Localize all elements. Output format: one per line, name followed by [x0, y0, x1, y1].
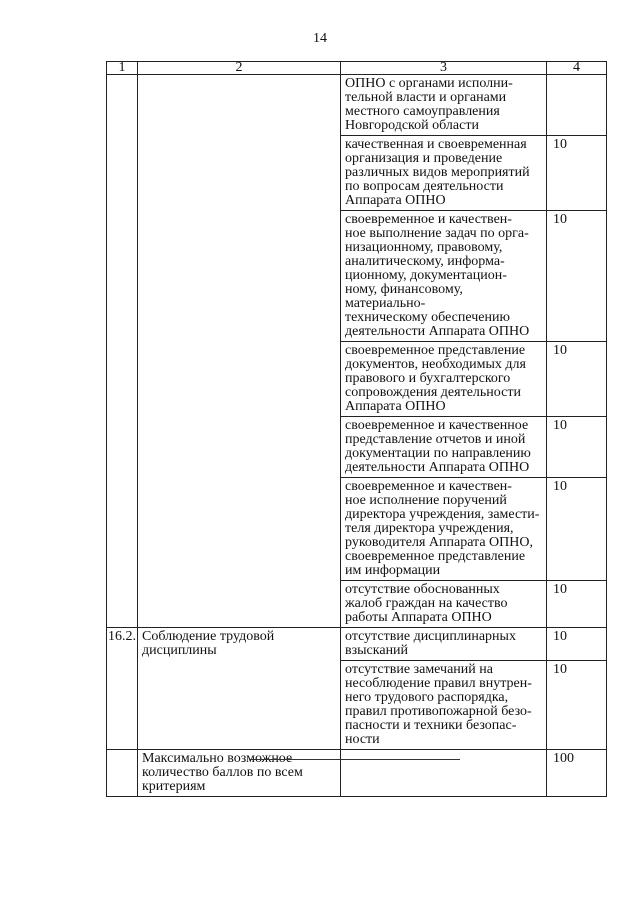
- indicator-cell: ОПНО с органами исполни- тельной власти и органами местного самоуправления Новгородской области: [341, 75, 547, 136]
- score-cell: [547, 75, 607, 136]
- table-row: [107, 628, 607, 661]
- indicator-cell: своевременное представление документов, необходимых для правового и бухгалтерского сопровождения деятельности Аппарата ОПНО: [341, 342, 547, 417]
- criterion-cell: Максимально возможное количество баллов по всем критериям: [138, 750, 341, 797]
- criterion-cell: [138, 75, 341, 628]
- indicator-cell: [341, 750, 547, 797]
- indicator-cell: отсутствие замечаний на несоблюдение правил внутрен- него трудового распорядка, правил противопожарной безо- пасности и техники безопас- ности: [341, 661, 547, 750]
- item-number-cell: [107, 750, 138, 797]
- score-cell: 10: [547, 136, 607, 211]
- score-cell: 10: [547, 661, 607, 750]
- indicator-cell: качественная и своевременная организация и проведение различных видов мероприятий по вопросам деятельности Аппарата ОПНО: [341, 136, 547, 211]
- indicator-cell: своевременное и качественное представление отчетов и иной документации по направлению деятельности Аппарата ОПНО: [341, 417, 547, 478]
- table-header-row: [107, 62, 607, 75]
- criterion-cell: Соблюдение трудовой дисциплины: [138, 628, 341, 750]
- column-number-1: 1: [107, 62, 138, 75]
- criteria-table: [106, 61, 607, 797]
- column-number-4: 4: [547, 62, 607, 75]
- table-row: [107, 75, 607, 136]
- score-cell: 10: [547, 417, 607, 478]
- item-number-cell: 16.2.: [107, 628, 138, 750]
- page-number: 14: [313, 31, 327, 46]
- score-cell: 10: [547, 211, 607, 342]
- total-score-cell: 100: [547, 750, 607, 797]
- score-cell: 10: [547, 342, 607, 417]
- column-number-3: 3: [341, 62, 547, 75]
- score-cell: 10: [547, 628, 607, 661]
- item-number-cell: [107, 75, 138, 628]
- indicator-cell: своевременное и качествен- ное исполнение поручений директора учреждения, замести- теля директора учреждения, руководителя Аппарата ОПНО, своевременное представление им информации: [341, 478, 547, 581]
- table-row-total: [107, 750, 607, 797]
- indicator-cell: своевременное и качествен- ное выполнение задач по орга- низационному, правовому, аналитическому, информа- ционному, документацион- ному, финансовому, материально- техническому обеспечению деятельности Аппарата ОПНО: [341, 211, 547, 342]
- indicator-cell: отсутствие обоснованных жалоб граждан на качество работы Аппарата ОПНО: [341, 581, 547, 628]
- column-number-2: 2: [138, 62, 341, 75]
- score-cell: 10: [547, 581, 607, 628]
- end-of-document-rule: [250, 759, 460, 760]
- score-cell: 10: [547, 478, 607, 581]
- indicator-cell: отсутствие дисциплинарных взысканий: [341, 628, 547, 661]
